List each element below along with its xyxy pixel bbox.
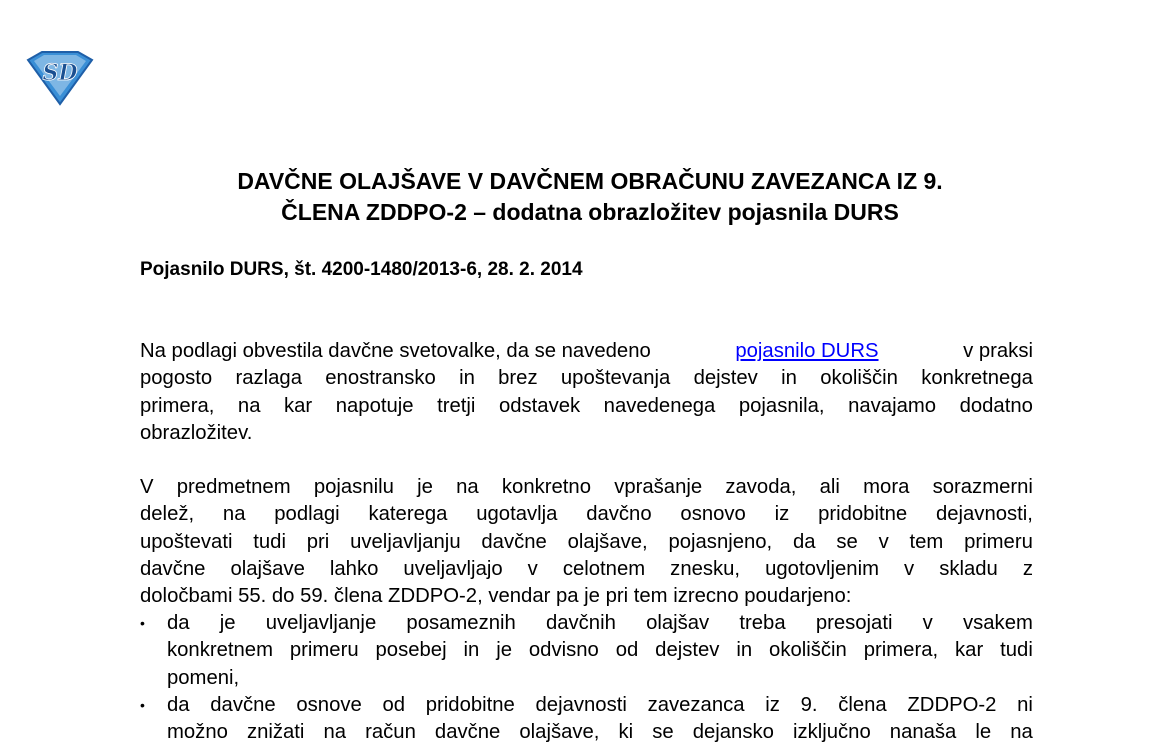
word: se [652,721,674,744]
word: člena [838,694,887,716]
paragraph-1-line-4: obrazložitev. [140,421,253,444]
word: presojati [815,612,893,634]
word: v [878,530,889,553]
bullet-icon: • [140,615,145,631]
word: dejansko [692,721,774,744]
word: ugotavlja [476,503,558,526]
word: dejstev [655,639,720,662]
word: da [167,694,190,716]
bullet-1-line-3: pomeni, [167,666,240,689]
word: lahko [329,557,379,580]
word: tudi [1000,639,1033,662]
paragraph-2 [140,474,1033,610]
word: pridobitne [818,503,908,526]
word: pridobitne [425,694,515,716]
word: uveljavljajo [403,557,503,580]
word: nanaša [889,721,957,744]
word: osnove [296,694,362,716]
word: na [323,721,347,744]
word: in [736,639,753,662]
word: posebej [375,639,447,662]
bullet-2-line-1 [167,692,1033,719]
word: v [904,557,915,580]
word: odstavek [498,394,581,417]
word: upoštevanja [560,367,671,390]
paragraph-1-line-3 [140,393,1033,420]
word: da [167,612,190,634]
word: in [781,367,797,390]
word: tem [909,530,944,553]
paragraph-1-line-1 [140,338,1033,365]
paragraph-2-line-2 [140,501,1033,528]
word: olajšave, [519,721,600,744]
bullet-1-line-2 [167,637,1033,664]
word: brez [498,367,538,390]
word: račun [365,721,416,744]
word: primera, [140,394,215,417]
word: olajšave, [567,530,648,553]
paragraph-1 [140,338,1033,447]
paragraph-2-line-5: določbami 55. do 59. člena ZDDPO-2, vendar pa je pri tem izrecno poudarjeno: [140,585,852,608]
word: treba [739,612,786,634]
paragraph-2-line-3 [140,529,1033,556]
word: konkretnega [921,367,1033,390]
word: primera, [863,639,939,662]
word: celotnem [562,557,646,580]
word: iz [765,694,780,716]
word: davčne [481,530,547,553]
document-subtitle: Pojasnilo DURS, št. 4200-1480/2013-6, 28. 2. 2014 [140,259,583,280]
pojasnilo-durs-link[interactable]: pojasnilo DURS [735,340,879,362]
word: primeru [964,530,1033,553]
word: je [496,639,512,662]
word: enostransko [325,367,436,390]
word: olajšav [646,612,710,634]
word: znižati [246,721,305,744]
word: 9. [800,694,818,716]
word: znesku, [670,557,741,580]
word: okoliščin [769,639,847,662]
word: tudi [253,530,286,553]
word: dejavnosti, [935,503,1033,526]
word: v [527,557,538,580]
word: ZDDPO-2 [907,694,997,716]
paragraph-2-line-4 [140,556,1033,583]
word: pri [306,530,330,553]
word: pojasnila, [738,394,825,417]
word: V [140,476,154,498]
word: iz [774,503,790,526]
word: se [836,530,858,553]
word: konkretnem [167,639,273,662]
word: kar [955,639,984,662]
title-line-2: ČLENA ZDDPO-2 – dodatna obrazložitev pojasnila DURS [281,199,899,225]
company-logo [22,50,98,106]
word: pojasnilu [313,476,394,498]
paragraph-1-text-before-link: Na podlagi obvestila davčne svetovalke, da se navedeno [140,340,651,362]
word: dejstev [693,367,758,390]
word: in [459,367,475,390]
word: na [1010,721,1033,744]
bullet-list-item-2 [140,692,1033,747]
bullet-list-item-1 [140,610,1033,692]
word: predmetnem [176,476,291,498]
word: delež, [140,503,195,526]
word: primeru [289,639,359,662]
word: podlagi [274,503,340,526]
word: sorazmerni [932,476,1033,498]
logo-letters: SD [42,60,78,86]
word: navajamo [848,394,937,417]
word: ugotovljenim [765,557,879,580]
word: tretji [437,394,476,417]
paragraph-1-text-after-link: v praksi [963,340,1033,362]
word: davčne [210,694,276,716]
word: pogosto [140,367,213,390]
word: konkretno [501,476,591,498]
word: razlaga [235,367,302,390]
word: ali [819,476,840,498]
word: skladu [939,557,998,580]
word: navedenega [603,394,716,417]
word: davčno [586,503,652,526]
word: davčne [140,557,206,580]
word: je [219,612,236,634]
word: davčne [434,721,501,744]
word: v [922,612,933,634]
word: na [222,503,246,526]
word: okoliščin [820,367,898,390]
word: možno [167,721,228,744]
bullet-1-line-1 [167,610,1033,637]
word: pojasnjeno, [668,530,773,553]
bullet-icon: • [140,697,145,713]
word: je [417,476,433,498]
word: davčnih [545,612,616,634]
word: in [463,639,480,662]
word: dodatno [959,394,1033,417]
bullet-2-line-2 [167,719,1033,746]
word: ki [618,721,634,744]
word: zavezanca [647,694,745,716]
word: mora [863,476,910,498]
paragraph-2-line-1 [140,474,1033,501]
word: z [1022,557,1033,580]
word: upoštevati [140,530,233,553]
word: olajšave [230,557,305,580]
word: katerega [368,503,448,526]
word: na [237,394,261,417]
word: zavoda, [725,476,797,498]
word: le [975,721,992,744]
word: odvisno [528,639,599,662]
word: izključno [792,721,871,744]
word: na [456,476,479,498]
word: da [793,530,816,553]
word: vprašanje [614,476,703,498]
word: napotuje [335,394,414,417]
word: osnovo [680,503,746,526]
word: od [382,694,406,716]
word: dejavnosti [535,694,627,716]
paragraph-1-line-2 [140,365,1033,392]
word: uveljavljanje [265,612,377,634]
word: vsakem [963,612,1033,634]
document-title [120,166,1060,228]
word: kar [284,394,313,417]
title-line-1: DAVČNE OLAJŠAVE V DAVČNEM OBRAČUNU ZAVEZANCA IZ 9. [237,168,943,194]
word: od [615,639,639,662]
word: ni [1017,694,1033,716]
word: uveljavljanju [350,530,461,553]
word: posameznih [406,612,516,634]
